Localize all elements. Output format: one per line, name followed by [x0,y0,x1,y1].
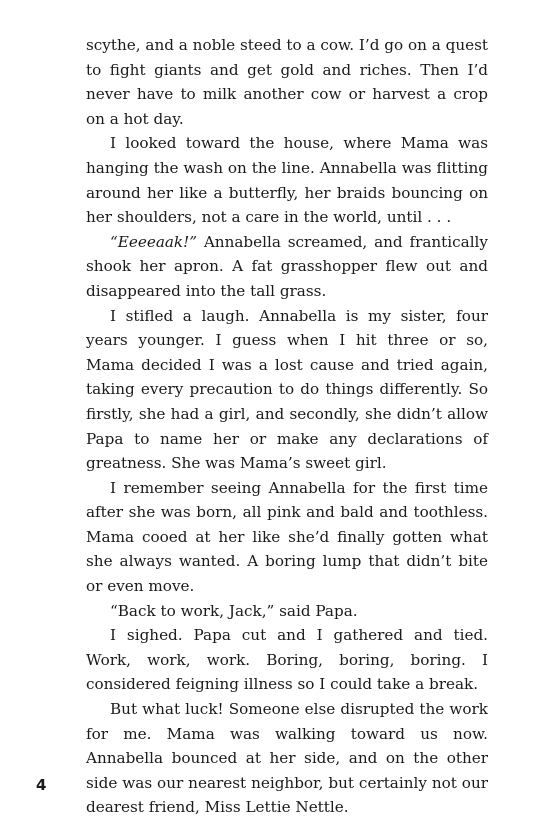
body-text [86,33,488,820]
paragraph-6: “Back to work, Jack,” said Papa. [110,601,358,620]
page-number: 4 [36,776,47,794]
paragraph-3: “Eeeeaak!” Annabella screamed, and frantically shook her apron. A fat grasshopper flew out and disappeared into the tall grass. [86,232,488,300]
scream-text: “Eeeeaak!” [110,232,197,251]
paragraph-8: But what luck! Someone else disrupted the work for me. Mama was walking toward us now. Annabella bounced at her side, and on the other side was our nearest neighbor, but certainly not our dearest friend, Miss Lettie Nettle. [86,700,488,817]
paragraph-1: scythe, and a noble steed to a cow. I’d go on a quest to fight giants and get gold and riches. Then I’d never have to milk another cow or harvest a crop on a hot day. [86,36,488,128]
paragraph-7: I sighed. Papa cut and I gathered and tied. Work, work, work. Boring, boring, boring. I considered feigning illness so I could take a break. [86,626,488,694]
paragraph-4: I stifled a laugh. Annabella is my sister, four years younger. I guess when I hit three or so, Mama decided I was a lost cause and tried again, taking every precaution to do things differently. So firstly, she had a girl, and secondly, she didn’t allow Papa to name her or make any declarations of greatness. She was Mama’s sweet girl. [86,306,488,473]
paragraph-5: I remember seeing Annabella for the first time after she was born, all pink and bald and toothless. Mama cooed at her like she’d finally gotten what she always wanted. A boring lump that didn’t bite or even move. [86,478,488,596]
paragraph-2: I looked toward the house, where Mama was hanging the wash on the line. Annabella was flitting around her like a butterfly, her braids bouncing on her shoulders, not a care in the world, until . . . [86,134,488,227]
